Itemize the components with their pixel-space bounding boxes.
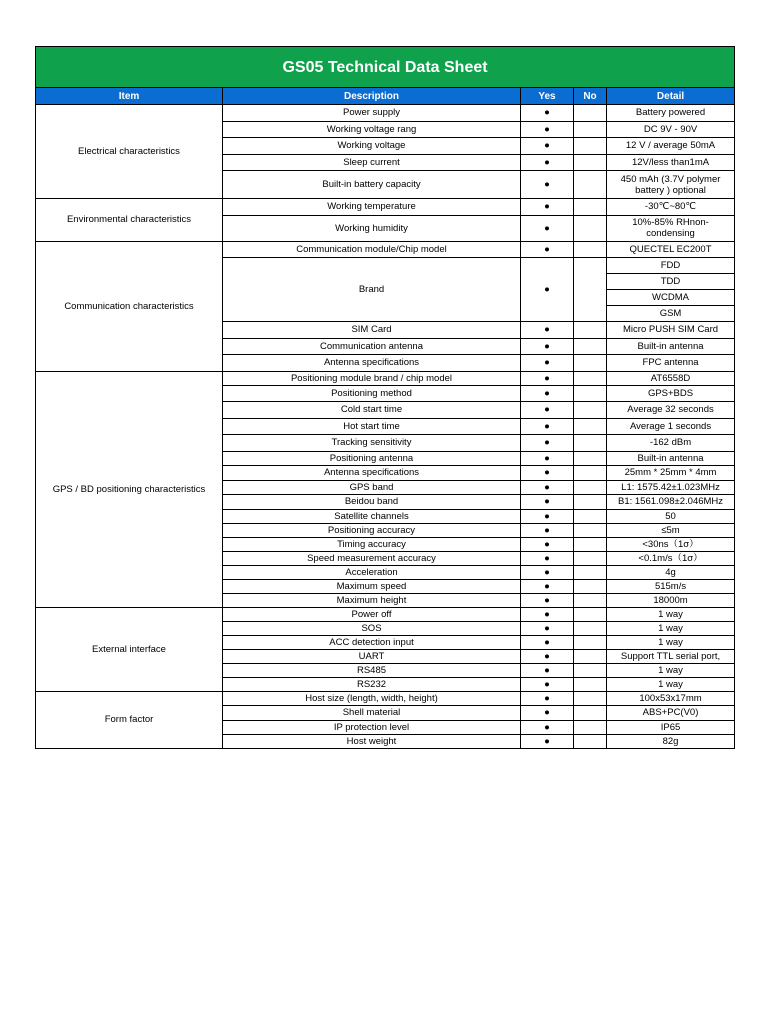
detail-cell: Support TTL serial port, xyxy=(607,649,735,663)
yes-mark-cell: ● xyxy=(521,649,574,663)
yes-mark-cell: ● xyxy=(521,691,574,706)
yes-mark-cell: ● xyxy=(521,171,574,199)
detail-cell: QUECTEL EC200T xyxy=(607,241,735,258)
detail-cell: FPC antenna xyxy=(607,355,735,372)
detail-cell: 1 way xyxy=(607,607,735,621)
detail-cell: 1 way xyxy=(607,663,735,677)
detail-cell: Built-in antenna xyxy=(607,451,735,466)
yes-mark-cell: ● xyxy=(521,402,574,419)
description-cell: Beidou band xyxy=(223,495,521,510)
no-mark-cell xyxy=(574,691,607,706)
no-mark-cell xyxy=(574,385,607,402)
description-cell: Host size (length, width, height) xyxy=(223,691,521,706)
yes-mark-cell: ● xyxy=(521,663,574,677)
no-mark-cell xyxy=(574,215,607,241)
yes-mark-cell: ● xyxy=(521,258,574,322)
yes-mark-cell: ● xyxy=(521,418,574,435)
no-mark-cell xyxy=(574,355,607,372)
detail-cell: 12 V / average 50mA xyxy=(607,138,735,155)
table-row xyxy=(36,241,735,258)
no-mark-cell xyxy=(574,720,607,734)
group-item-cell: Environmental characteristics xyxy=(36,199,223,242)
description-cell: Power off xyxy=(223,607,521,621)
table-row xyxy=(36,691,735,706)
sheet-body xyxy=(36,105,735,749)
no-mark-cell xyxy=(574,734,607,748)
table-row xyxy=(36,371,735,385)
yes-mark-cell: ● xyxy=(521,621,574,635)
detail-cell: Micro PUSH SIM Card xyxy=(607,322,735,339)
header-detail: Detail xyxy=(607,88,735,105)
no-mark-cell xyxy=(574,523,607,537)
yes-mark-cell: ● xyxy=(521,579,574,593)
no-mark-cell xyxy=(574,121,607,138)
detail-cell: 82g xyxy=(607,734,735,748)
no-mark-cell xyxy=(574,495,607,510)
no-mark-cell xyxy=(574,706,607,721)
yes-mark-cell: ● xyxy=(521,551,574,565)
no-mark-cell xyxy=(574,593,607,607)
yes-mark-cell: ● xyxy=(521,154,574,171)
description-cell: RS485 xyxy=(223,663,521,677)
detail-cell: <0.1m/s（1σ） xyxy=(607,551,735,565)
description-cell: GPS band xyxy=(223,480,521,495)
description-cell: Antenna specifications xyxy=(223,466,521,481)
detail-cell: FDD xyxy=(607,258,735,274)
no-mark-cell xyxy=(574,466,607,481)
detail-cell: B1: 1561.098±2.046MHz xyxy=(607,495,735,510)
detail-cell: DC 9V - 90V xyxy=(607,121,735,138)
description-cell: Cold start time xyxy=(223,402,521,419)
no-mark-cell xyxy=(574,537,607,551)
yes-mark-cell: ● xyxy=(521,121,574,138)
no-mark-cell xyxy=(574,579,607,593)
detail-cell: 12V/less than1mA xyxy=(607,154,735,171)
description-cell: Tracking sensitivity xyxy=(223,435,521,452)
yes-mark-cell: ● xyxy=(521,338,574,355)
detail-cell: 515m/s xyxy=(607,579,735,593)
no-mark-cell xyxy=(574,241,607,258)
description-cell: SOS xyxy=(223,621,521,635)
no-mark-cell xyxy=(574,402,607,419)
yes-mark-cell: ● xyxy=(521,435,574,452)
group-item-cell: Communication characteristics xyxy=(36,241,223,371)
yes-mark-cell: ● xyxy=(521,322,574,339)
detail-cell: 100x53x17mm xyxy=(607,691,735,706)
description-cell: Communication antenna xyxy=(223,338,521,355)
description-cell: Working temperature xyxy=(223,199,521,216)
yes-mark-cell: ● xyxy=(521,537,574,551)
yes-mark-cell: ● xyxy=(521,105,574,122)
group-item-cell: Electrical characteristics xyxy=(36,105,223,199)
description-cell: Built-in battery capacity xyxy=(223,171,521,199)
detail-cell: GPS+BDS xyxy=(607,385,735,402)
yes-mark-cell: ● xyxy=(521,509,574,523)
yes-mark-cell: ● xyxy=(521,635,574,649)
description-cell: Speed measurement accuracy xyxy=(223,551,521,565)
detail-cell: -30℃~80℃ xyxy=(607,199,735,216)
detail-cell: ABS+PC(V0) xyxy=(607,706,735,721)
detail-cell: Average 1 seconds xyxy=(607,418,735,435)
data-sheet-table xyxy=(35,46,735,749)
no-mark-cell xyxy=(574,480,607,495)
group-item-cell: GPS / BD positioning characteristics xyxy=(36,371,223,607)
description-cell: Sleep current xyxy=(223,154,521,171)
detail-cell: TDD xyxy=(607,274,735,290)
no-mark-cell xyxy=(574,551,607,565)
header-no: No xyxy=(574,88,607,105)
detail-cell: 4g xyxy=(607,565,735,579)
yes-mark-cell: ● xyxy=(521,355,574,372)
yes-mark-cell: ● xyxy=(521,371,574,385)
no-mark-cell xyxy=(574,677,607,691)
no-mark-cell xyxy=(574,322,607,339)
header-yes: Yes xyxy=(521,88,574,105)
detail-cell: IP65 xyxy=(607,720,735,734)
no-mark-cell xyxy=(574,435,607,452)
header-item: Item xyxy=(36,88,223,105)
table-row xyxy=(36,105,735,122)
no-mark-cell xyxy=(574,418,607,435)
yes-mark-cell: ● xyxy=(521,241,574,258)
description-cell: UART xyxy=(223,649,521,663)
no-mark-cell xyxy=(574,649,607,663)
description-cell: RS232 xyxy=(223,677,521,691)
no-mark-cell xyxy=(574,338,607,355)
description-cell: SIM Card xyxy=(223,322,521,339)
no-mark-cell xyxy=(574,565,607,579)
detail-cell: Average 32 seconds xyxy=(607,402,735,419)
detail-cell: GSM xyxy=(607,306,735,322)
detail-cell: Battery powered xyxy=(607,105,735,122)
no-mark-cell xyxy=(574,105,607,122)
description-cell: ACC detection input xyxy=(223,635,521,649)
description-cell: Hot start time xyxy=(223,418,521,435)
yes-mark-cell: ● xyxy=(521,677,574,691)
yes-mark-cell: ● xyxy=(521,466,574,481)
no-mark-cell xyxy=(574,171,607,199)
table-row xyxy=(36,199,735,216)
detail-cell: Built-in antenna xyxy=(607,338,735,355)
yes-mark-cell: ● xyxy=(521,199,574,216)
description-cell: Positioning method xyxy=(223,385,521,402)
no-mark-cell xyxy=(574,138,607,155)
yes-mark-cell: ● xyxy=(521,480,574,495)
group-item-cell: External interface xyxy=(36,607,223,691)
yes-mark-cell: ● xyxy=(521,734,574,748)
description-cell: Satellite channels xyxy=(223,509,521,523)
no-mark-cell xyxy=(574,635,607,649)
sheet-title: GS05 Technical Data Sheet xyxy=(36,47,735,88)
description-cell: Working humidity xyxy=(223,215,521,241)
description-cell: Maximum height xyxy=(223,593,521,607)
no-mark-cell xyxy=(574,663,607,677)
no-mark-cell xyxy=(574,199,607,216)
no-mark-cell xyxy=(574,621,607,635)
description-cell: Working voltage xyxy=(223,138,521,155)
description-cell: Antenna specifications xyxy=(223,355,521,372)
detail-cell: -162 dBm xyxy=(607,435,735,452)
yes-mark-cell: ● xyxy=(521,523,574,537)
description-cell: IP protection level xyxy=(223,720,521,734)
no-mark-cell xyxy=(574,371,607,385)
detail-cell: 50 xyxy=(607,509,735,523)
description-cell: Power supply xyxy=(223,105,521,122)
detail-cell: L1: 1575.42±1.023MHz xyxy=(607,480,735,495)
description-cell: Timing accuracy xyxy=(223,537,521,551)
yes-mark-cell: ● xyxy=(521,565,574,579)
detail-cell: ≤5m xyxy=(607,523,735,537)
group-item-cell: Form factor xyxy=(36,691,223,748)
yes-mark-cell: ● xyxy=(521,385,574,402)
description-cell: Positioning antenna xyxy=(223,451,521,466)
detail-cell: 18000m xyxy=(607,593,735,607)
description-cell: Shell material xyxy=(223,706,521,721)
detail-cell: 1 way xyxy=(607,621,735,635)
yes-mark-cell: ● xyxy=(521,138,574,155)
description-cell: Maximum speed xyxy=(223,579,521,593)
description-cell: Working voltage rang xyxy=(223,121,521,138)
yes-mark-cell: ● xyxy=(521,215,574,241)
detail-cell: 450 mAh (3.7V polymer battery ) optional xyxy=(607,171,735,199)
description-cell: Brand xyxy=(223,258,521,322)
yes-mark-cell: ● xyxy=(521,720,574,734)
detail-cell: <30ns（1σ） xyxy=(607,537,735,551)
no-mark-cell xyxy=(574,258,607,322)
description-cell: Host weight xyxy=(223,734,521,748)
yes-mark-cell: ● xyxy=(521,607,574,621)
no-mark-cell xyxy=(574,154,607,171)
description-cell: Positioning accuracy xyxy=(223,523,521,537)
detail-cell: 1 way xyxy=(607,677,735,691)
table-row xyxy=(36,607,735,621)
yes-mark-cell: ● xyxy=(521,451,574,466)
yes-mark-cell: ● xyxy=(521,706,574,721)
detail-cell: WCDMA xyxy=(607,290,735,306)
description-cell: Acceleration xyxy=(223,565,521,579)
no-mark-cell xyxy=(574,607,607,621)
no-mark-cell xyxy=(574,509,607,523)
detail-cell: AT6558D xyxy=(607,371,735,385)
description-cell: Communication module/Chip model xyxy=(223,241,521,258)
detail-cell: 25mm * 25mm * 4mm xyxy=(607,466,735,481)
yes-mark-cell: ● xyxy=(521,495,574,510)
description-cell: Positioning module brand / chip model xyxy=(223,371,521,385)
detail-cell: 1 way xyxy=(607,635,735,649)
no-mark-cell xyxy=(574,451,607,466)
header-description: Description xyxy=(223,88,521,105)
detail-cell: 10%-85% RHnon-condensing xyxy=(607,215,735,241)
yes-mark-cell: ● xyxy=(521,593,574,607)
